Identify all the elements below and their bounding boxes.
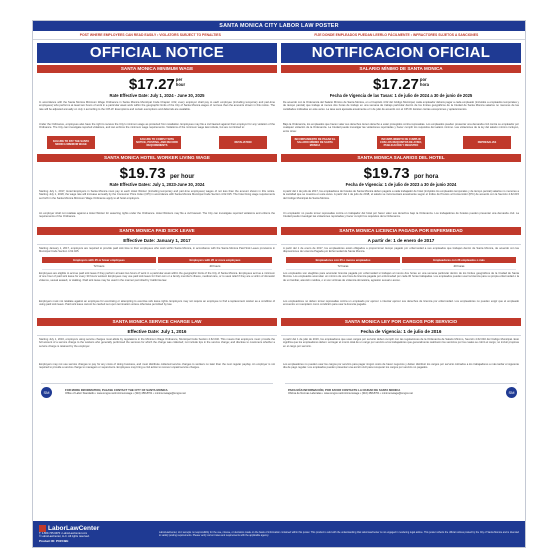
body-text: De acuerdo con la Ordenanza del Salario Mínimo de Santa Monica, en el Capítulo 4.62 del Código Municipal, cada empleador deberá pagar a cada empleado (incluidos a empleados temporales y de tiempo parcial) que trabaje al menos dos horas de trabajo en una semana de trabajo particular dentro de los límites geográficos de la Ciudad de Santa Monica salarios no menores de las cantidades indicadas en este aviso. La tasa será ajustada anualmente el 1 de julio de acuerdo con el CPI-W. Existen ciertas excepciones y aplazamientos.	[283, 101, 519, 111]
brand-logo-icon	[39, 525, 46, 532]
wage-unit: por hora	[414, 174, 439, 180]
notificacion-oficial-banner: NOTIFICACION OFICIAL	[281, 43, 521, 63]
contact-info	[41, 383, 273, 400]
accrual-column-small-employers: Employers with 25 or fewer employees	[42, 257, 156, 263]
violation-cards	[47, 136, 267, 149]
body-text: Los empleados son elegibles para acumular licencia pagada por enfermedad si trabajan al menos dos horas en una semana particular dentro de los límites geográficos de la Ciudad de Santa Monica. Los empleados acumulan un mínimo de una hora de licencia pagada por enfermedad por cada 30 horas trabajadas. Los empleados pueden usar la licencia para su propia enfermedad o la de un familiar, atención médica, o si son víctimas de violencia doméstica, agresión sexual o acoso.	[283, 272, 519, 282]
service-charge-es	[281, 313, 521, 400]
posting-instructions-en: POST WHERE EMPLOYEES CAN READ EASILY • VIOLATORS SUBJECT TO PENALTIES	[79, 33, 221, 37]
contact-info	[285, 383, 517, 400]
city-seal-icon: SM	[506, 387, 517, 398]
body-text: Los empleadores no pueden usar los cargos por servicio para pagar ningún costo de hacer negocios y deben distribuir los cargos por servicio cobrados a los trabajadores a más tardar el siguiente día de pago regular. Los empleados pueden presentar una acción civil para recuperar los cargos por servicio no pagados.	[283, 363, 519, 370]
minimum-wage-section	[33, 63, 525, 149]
city-seal-icon: SM	[41, 387, 52, 398]
hotel-wage-section	[33, 149, 525, 222]
violation-card: INCUMPLIMIENTO DE CUMPLIR CON LOS REQUISITOS DE AVISO, PUBLICACIÓN Y REGISTRO	[377, 136, 425, 149]
body-text: Starting July 1, 2016, employers using service charges must abide by regulations in the Minimum Wage Ordinance, Municipal Code Section 4.62.040. This means that employers must: provide the full amount of a service charge to the workers who generally performed the services for which the charge was collected; not include tips in the service charge; and disclose to customers whether a service charge is retained by the employer.	[39, 338, 275, 348]
section-heading: SALARIO MÍNIMO DE SANTA MONICA	[281, 65, 521, 73]
notice-banners	[33, 40, 525, 63]
wage-amount: $17.27	[373, 76, 419, 93]
minimum-wage-es	[281, 63, 521, 149]
section-heading: SANTA MONICA PAID SICK LEAVE	[37, 227, 277, 235]
body-text: Employees are eligible to accrue paid sick leave if they perform at least two hours of work in a particular week within the geographic limits of the City of Santa Monica. Employees accrue a minimum of one hour of paid sick leave for every 30 hours worked. Employees may use paid sick leave for their own or a family member's illness, medical care, or to seek relief if they are a victim of domestic violence, sexual assault, or stalking. Paid sick leave may be used in the manner permitted by California law.	[39, 272, 275, 282]
disclaimer: LaborLawCenter, LLC accepts no responsibility for the use, misuse, or decisions made on the basis of information contained within this poster. This product is sold with the understanding that LaborLawCenter is not engaged in rendering legal advice. This poster reflects the official notices posted by the City of Santa Monica and is intended to satisfy posting requirements. Please verify current rates and requirements with the applicable agency.	[159, 531, 519, 537]
wage-amount: $19.73	[363, 165, 410, 182]
accrual-column-small-employers: Empleadores con 25 o menos empleados	[286, 257, 400, 263]
contact-details: Office of Labor Standards • www.smgov.net/minimumwage • (310) 458-8701 • minimumwage@smgov.net	[65, 392, 186, 395]
sick-leave-en	[37, 222, 277, 313]
labor-law-poster	[32, 20, 526, 548]
effective-date: Effective Date: July 1, 2016	[37, 328, 277, 336]
accrual-cap-small: 72 hours	[42, 264, 156, 270]
wage-unit: per hour	[170, 174, 195, 180]
violation-cards	[291, 136, 511, 149]
poster-title: SANTA MONICA CITY LABOR LAW POSTER	[33, 21, 525, 31]
effective-date: Effective Date: January 1, 2017	[37, 237, 277, 245]
accrual-cap-large: 40 hours	[158, 264, 272, 270]
effective-date: Fecha de Vigencia de las Tasas: 1 de julio de 2024 a 30 de junio de 2025	[329, 93, 473, 98]
service-charge-en	[37, 313, 277, 400]
body-text: A partir del 1 de julio de 2017, los empleadores de hoteles de Santa Monica deben pagarle a cada trabajador de hotel (incluidos los empleados temporales y de tiempo parcial) salarios no menores a la cantidad que se muestra en este aviso. A partir del 1 de julio de 2018, el salario se incrementará anualmente según el Índice de Precios al Consumidor (IPC) de acuerdo con la Sección 4.62.015 del Código Municipal de Santa Monica.	[283, 190, 519, 200]
contact-title: FOR MORE INFORMATION, PLEASE CONTACT THE CITY OF SANTA MONICA	[65, 387, 168, 392]
accrual-table-row	[41, 264, 273, 270]
body-text: Los empleadores no deben tomar represalias contra un empleado por ejercer o intentar ejercer sus derechos de licencia por enfermedad. Los empleadores no pueden exigir que el empleado encuentre un reemplazo como condición para usar la licencia pagada.	[283, 300, 519, 307]
hotel-wage-es	[281, 149, 521, 222]
violation-card: REPRESALIAS	[463, 136, 511, 149]
contact-title: PARA MÁS INFORMACIÓN, POR FAVOR CONTACTE LA CIUDAD DE SANTA MONICA	[288, 387, 401, 392]
wage-rate	[37, 166, 277, 182]
accrual-table-row	[285, 264, 517, 270]
posting-instructions-es: FIJE DONDE EMPLEADOS PUEDAN LEERLO FÁCILMENTE • INFRACTORES SUJETOS A SANCIONES	[314, 33, 479, 37]
accrual-column-large-employers: Empleadores con 26 empleados o más	[402, 257, 516, 263]
effective-date: Fecha de Vigencia: 1 de julio de 2023 a 30 de junio 2024	[345, 182, 457, 187]
body-text: An employer shall not retaliate against a Hotel Worker for asserting rights under the Ordinance. Hotel Workers may file a civil lawsuit. The City can investigate reported violations and enforce the requirements of the Ordinance.	[39, 212, 275, 219]
sick-leave-es	[281, 222, 521, 313]
body-text: Bajo la Ordenanza, los empleados que hacen valer sus derechos tienen derecho a estar protegidos contra represalias. Los empleados pueden presentar una demanda civil contra su empleador por cualquier violación de la Ordenanza. La Ciudad puede investigar las violaciones reportadas y hacer cumplir los requisitos del salario mínimo. Las violaciones de la ley del salario mínimo incluyen, entre otras:	[283, 123, 519, 133]
copyright: © LaborLawCenter, LLC. All rights reserved.	[39, 535, 90, 538]
effective-date: Rate Effective Date: July 1, 2024 - June 30, 2025	[109, 93, 205, 98]
section-heading: SANTA MONICA HOTEL WORKER LIVING WAGE	[37, 154, 277, 162]
section-heading: SANTA MONICA MINIMUM WAGE	[37, 65, 277, 73]
accrual-column-large-employers: Employers with 26 or more employees	[158, 257, 272, 263]
body-text: Starting January 1, 2017, employers are required to provide paid sick time to their employees who work within Santa Monica, in accordance with the Santa Monica Paid Sick Leave provisions in Municipal Code Section 4.62.025.	[39, 247, 275, 254]
body-text: A partir del 1 de julio de 2016, los empleadores que usan cargos por servicio deben cumplir con las regulaciones de la Ordenanza de Salario Mínimo, Sección 4.62.040 del Código Municipal. Esto significa que los empleadores deben: entregar el monto total de un cargo por servicio a los trabajadores que generalmente realizaron los servicios por los cuales se cobró el cargo; no incluir propinas en el cargo por servicio.	[283, 338, 519, 348]
contact-details: Oficina de Normas Laborales • www.smgov.net/minimumwage • (310) 458-8701 • minimumwage@smgov.net	[288, 392, 413, 395]
body-text: A partir del 1 de enero de 2017, los empleadores están obligados a proporcionar tiempo pagado por enfermedad a sus empleados que trabajan dentro de Santa Monica, de acuerdo con las disposiciones de Licencia Pagada por Enfermedad de Santa Monica.	[283, 247, 519, 254]
section-heading: SANTA MONICA SALARIOS DEL HOTEL	[281, 154, 521, 162]
accrual-table-header	[285, 257, 517, 263]
section-heading: SANTA MONICA LICENCIA PAGADA POR ENFERMEDAD	[281, 227, 521, 235]
service-charge-section	[33, 313, 525, 400]
accrual-cap-small: 72 horas	[286, 264, 400, 270]
posting-instructions	[33, 31, 525, 40]
accrual-cap-large: 40 horas	[402, 264, 516, 270]
body-text: Starting July 1, 2017, Hotel Employers in Santa Monica must pay to each Hotel Worker (including temporary and part-time employees) wages of not less than the amount shown in this notice. Starting July 1, 2018, the wage rate will increase annually by the Consumer Price Index (CPI) in accordance with Santa Monica Municipal Code Section 4.62.015. The hotel living wage requirements set forth in the Santa Monica Minimum Wage Ordinance apply to all hotel employers.	[39, 190, 275, 200]
body-text: In accordance with the Santa Monica Minimum Wage Ordinance in Santa Monica Municipal Code Chapter 4.62, every employer shall pay to each employee (including temporary and part-time employees) who performs at least two hours of work in a particular week work within the geographic limits of the City of Santa Monica wages of not less than the amounts shown in this notice. The rate will be adjusted annually on July 1 according to the CPI-W. Exemptions and certain exemptions and deferrals are available.	[39, 101, 275, 111]
violation-card: INCUMPLIMIENTO DE PAGAR EL SALARIO MÍNIMO DE SANTA MONICA	[291, 136, 339, 149]
effective-date: Fecha de Vigencia: 1 de julio de 2016	[281, 328, 521, 336]
section-heading: SANTA MONICA SERVICE CHARGE LAW	[37, 318, 277, 326]
publisher-footer	[33, 521, 525, 547]
body-text: Un empleador no puede tomar represalias contra un trabajador del hotel por hacer valer sus derechos bajo la Ordenanza. Los trabajadores de hoteles pueden presentar una demanda civil. La Ciudad puede investigar las violaciones reportadas y hacer cumplir los requisitos de la Ordenanza.	[283, 212, 519, 219]
accrual-table-header	[41, 257, 273, 263]
brand-contact: T: 1-800-745-9970 • LaborLawCenter.com	[39, 531, 88, 535]
section-heading: SANTA MONICA LEY POR CARGOS POR SERVICIO	[281, 318, 521, 326]
body-text: Under the Ordinance, employees also have the right to receive the City's minimum wage as protected from retaliation. Employees may file a civil lawsuit against their employer for any violation of the Ordinance. The City can investigate reported violations, and can enforce the minimum wage requirements. Violations of the minimum wage law include, but are not limited to:	[39, 123, 275, 130]
wage-rate	[281, 166, 521, 182]
wage-amount: $17.27	[128, 76, 175, 93]
wage-rate	[281, 77, 521, 93]
body-text: Employers may not use service charges to pay for any costs of doing business, and must distribute collected service charges to workers no later than the next regular payday. An employer is not required to provide a service charge to managers or supervisors. Employees may bring a civil action to recover unpaid service charges.	[39, 363, 275, 370]
brand-name: LaborLawCenter	[48, 524, 100, 532]
publisher-brand	[39, 525, 159, 543]
wage-rate	[37, 77, 277, 93]
hotel-wage-en	[37, 149, 277, 222]
violation-card: FAILURE TO PAY THE SANTA MONICA MINIMUM WAGE	[47, 136, 95, 149]
wage-unit: por hora	[419, 77, 429, 87]
wage-amount: $19.73	[119, 165, 166, 182]
violation-card: RETALIATION	[219, 136, 267, 149]
product-id: Product ID: P01549E	[39, 539, 69, 544]
sick-leave-section	[33, 222, 525, 313]
effective-date: Rate Effective Dates: July 1, 2023-June 30, 2024	[109, 182, 205, 187]
official-notice-banner: OFFICIAL NOTICE	[37, 43, 277, 63]
effective-date: A partir de: 1 de enero de 2017	[281, 237, 521, 245]
violation-card: FAILURE TO COMPLY WITH NOTICE, POSTING, AND RECORD REQUIREMENTS	[133, 136, 181, 149]
wage-unit: per hour	[175, 77, 186, 87]
body-text: Employers must not retaliate against an employee for exercising or attempting to exercise sick leave rights. Employers may not require an employee to find a replacement worker as a condition of using paid sick leave. Paid sick leave cannot be cashed out upon termination unless otherwise permitted by law.	[39, 300, 275, 307]
minimum-wage-en	[37, 63, 277, 149]
